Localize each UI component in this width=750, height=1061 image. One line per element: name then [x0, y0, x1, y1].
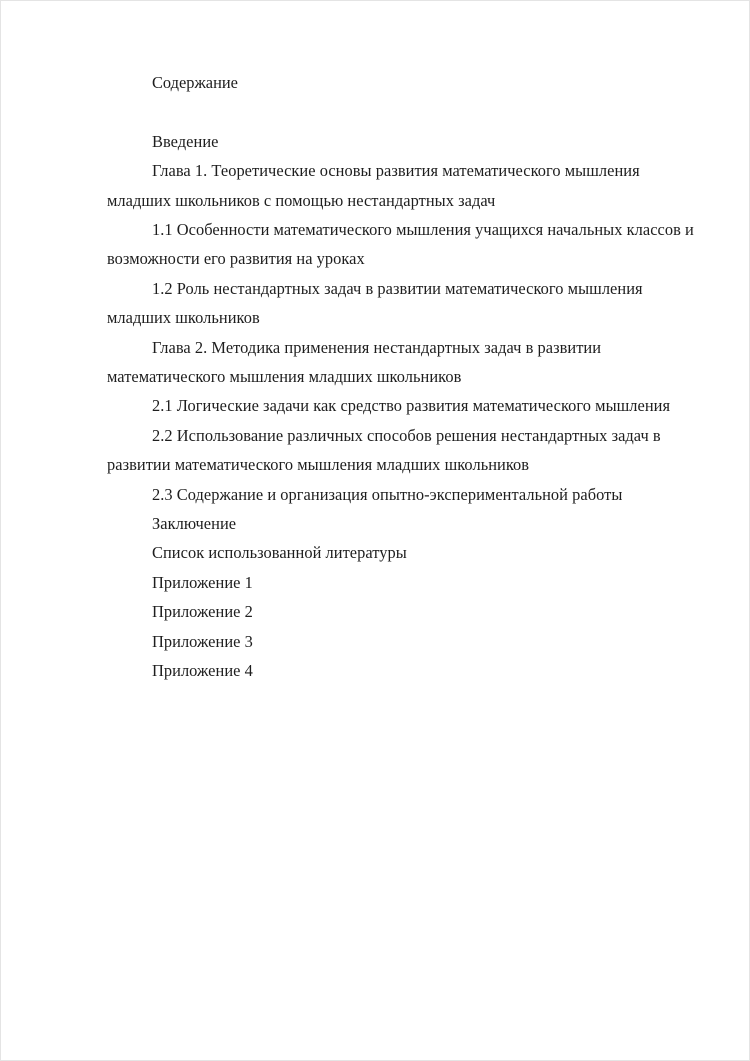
table-of-contents: [107, 68, 695, 686]
toc-entry-appendix-1: Приложение 1: [152, 572, 253, 592]
toc-entry-section-1-2: 1.2 Роль нестандартных задач в развитии математического мышления младших школьников: [107, 278, 643, 328]
toc-entry-chapter-2: Глава 2. Методика применения нестандартных задач в развитии математического мышления младших школьников: [107, 337, 602, 387]
toc-entry-conclusion: Заключение: [152, 514, 237, 534]
toc-title: Содержание: [152, 73, 238, 92]
toc-entry-bibliography: Список использованной литературы: [152, 543, 407, 563]
toc-entry-section-1-1: 1.1 Особенности математического мышления учащихся начальных классов и возможности его развития на уроках: [107, 220, 694, 269]
blank-line: [107, 97, 695, 126]
toc-entry-appendix-3: Приложение 3: [152, 631, 253, 651]
toc-entry-introduction: Введение: [152, 131, 219, 151]
toc-entry-appendix-2: Приложение 2: [152, 602, 253, 622]
toc-entry-appendix-4: Приложение 4: [152, 661, 253, 681]
toc-entry-section-2-1: 2.1 Логические задачи как средство развития математического мышления: [152, 396, 671, 416]
toc-entry-section-2-2: 2.2 Использование различных способов решения нестандартных задач в развитии математического мышления младших школьников: [107, 425, 661, 475]
toc-entry-chapter-1: Глава 1. Теоретические основы развития математического мышления младших школьников с помощью нестандартных задач: [107, 161, 640, 210]
toc-entry-section-2-3: 2.3 Содержание и организация опытно-экспериментальной работы: [152, 484, 623, 504]
